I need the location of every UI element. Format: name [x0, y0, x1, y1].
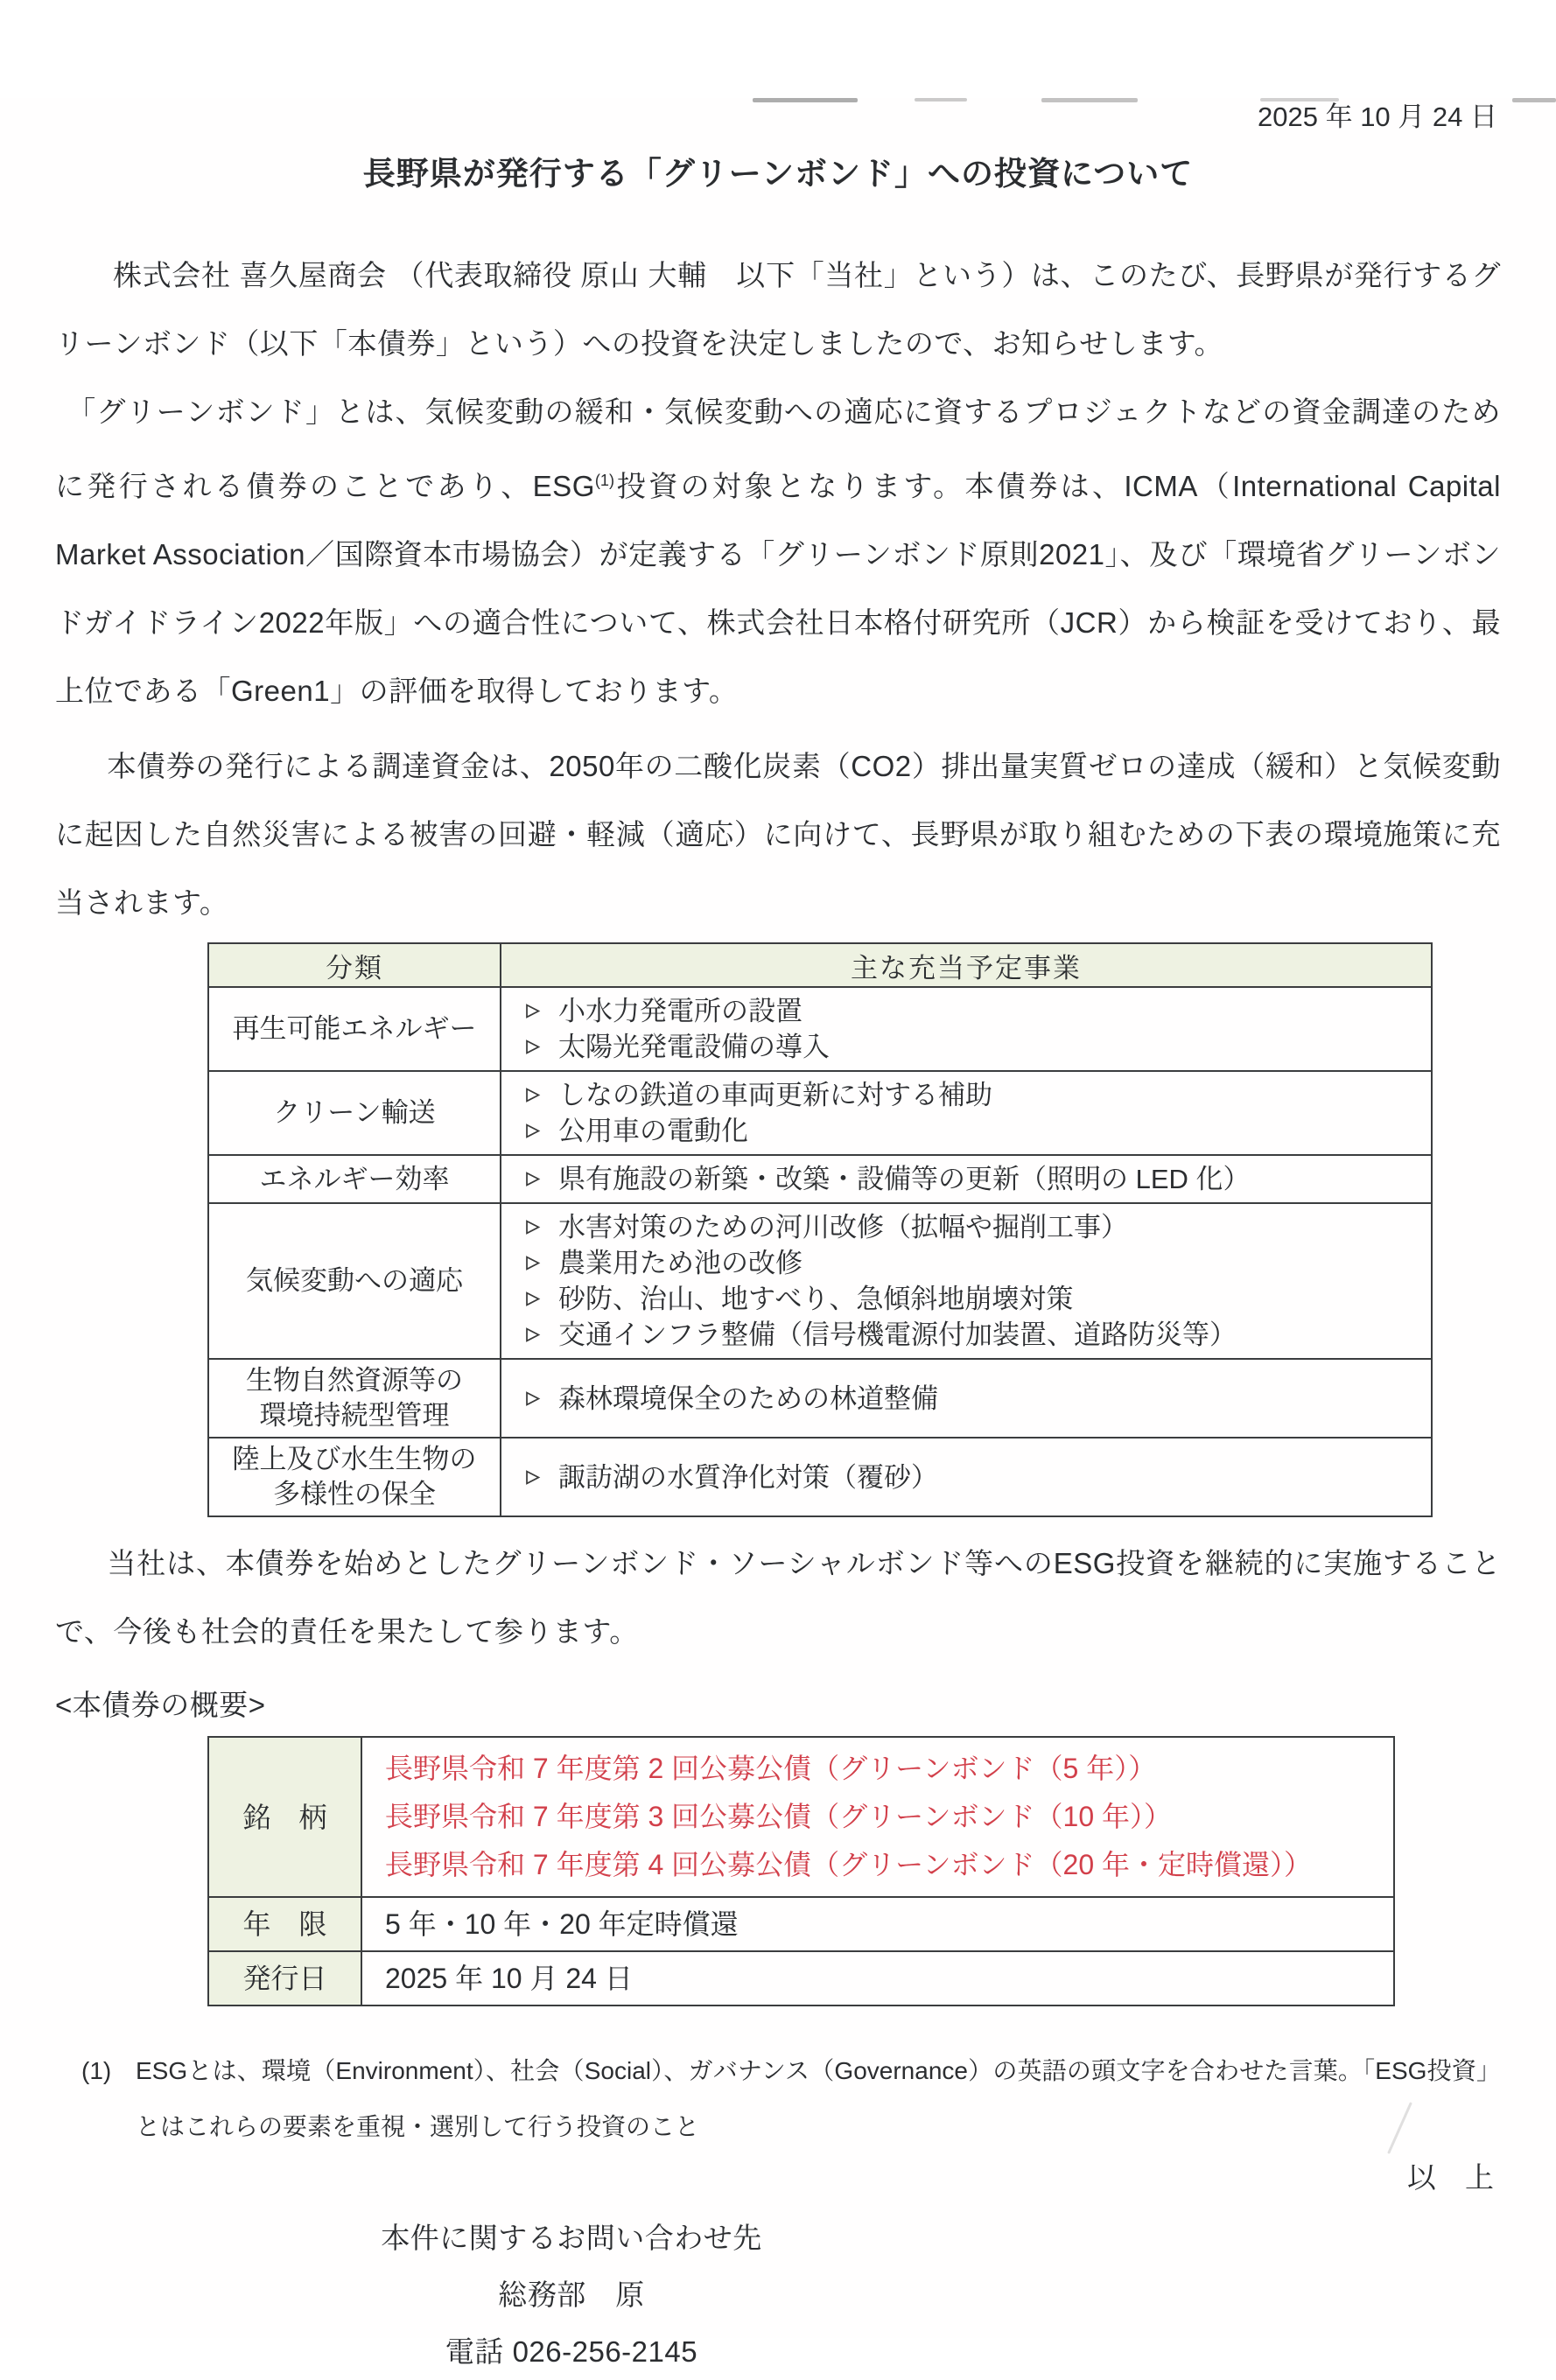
bond-name-cell: [361, 1737, 1394, 1897]
arrowhead-bullet-icon: [524, 1326, 541, 1343]
allocation-table: [207, 942, 1433, 1517]
footnote-text: ESGとは、環境（Environment）、社会（Social）、ガバナンス（Governance）の英語の頭文字を合わせた言葉。「ESG投資」とはこれらの要素を重視・選別して行う投資のこと: [136, 2057, 1501, 2140]
project-item-label: 農業用ため池の改修: [558, 1248, 803, 1278]
project-item-label: 砂防、治山、地すべり、急傾斜地崩壊対策: [558, 1284, 1074, 1314]
scan-artifact: [1512, 98, 1556, 102]
project-item-label: 小水力発電所の設置: [558, 996, 803, 1026]
arrowhead-bullet-icon: [524, 1171, 541, 1187]
footnote: [55, 2043, 1501, 2155]
projects-cell: [501, 987, 1432, 1071]
paragraph-text: 投資の対象となります。本債券は、ICMA（International Capital Market Association／国際資本市場協会）が定義する「グリーンボンド原則2021」、及び「環境省グリーンボンドガイドライン2022年版」への適合性について、株式会社日本格付研究所（JCR）から検証を受けており、最上位である「Green1」の評価を取得しております。: [55, 470, 1501, 707]
project-item: [524, 1113, 1422, 1149]
arrowhead-bullet-icon: [524, 1039, 541, 1055]
table-row: [208, 987, 1432, 1071]
press-release-page: [0, 98, 1556, 2368]
projects-cell: [501, 1438, 1432, 1516]
project-item-label: 太陽光発電設備の導入: [558, 1032, 830, 1062]
bond-name-line: 長野県令和 7 年度第 4 回公募公債（グリーンボンド（20 年・定時償還））: [385, 1849, 1313, 1880]
bond-name-label: 銘 柄: [208, 1737, 361, 1897]
project-item-label: 公用車の電動化: [558, 1116, 748, 1146]
table-row: [208, 1438, 1432, 1516]
category-cell: 気候変動への適応: [208, 1203, 501, 1359]
footnote-reference: (1): [594, 472, 615, 489]
project-item-label: 県有施設の新築・改築・設備等の更新（照明の LED 化）: [558, 1164, 1251, 1194]
document-date: 2025 年 10 月 24 日: [1258, 102, 1497, 132]
footnote-marker: (1): [81, 2057, 112, 2084]
project-item-label: しなの鉄道の車両更新に対する補助: [558, 1080, 992, 1110]
paragraph-greenbond-definition: [55, 378, 1501, 725]
arrowhead-bullet-icon: [524, 1123, 541, 1139]
projects-cell: [501, 1203, 1432, 1359]
project-item: [524, 993, 1422, 1029]
contact-block: [55, 2209, 1088, 2380]
contact-phone: 電話 026-256-2145: [445, 2335, 698, 2368]
project-item: [524, 1077, 1422, 1113]
category-cell: エネルギー効率: [208, 1155, 501, 1203]
issue-date-label: 発行日: [208, 1951, 361, 2006]
table-row: [208, 1155, 1432, 1203]
table-row: [208, 1951, 1394, 2006]
project-item: [524, 1381, 1422, 1417]
category-cell: クリーン輸送: [208, 1071, 501, 1155]
table-row: [208, 1897, 1394, 1951]
bond-name-line: 長野県令和 7 年度第 2 回公募公債（グリーンボンド（5 年））: [385, 1753, 1157, 1784]
arrowhead-bullet-icon: [524, 1390, 541, 1407]
contact-heading: 本件に関するお問い合わせ先: [381, 2222, 762, 2254]
paragraph-esg-commitment: 当社は、本債券を始めとしたグリーンボンド・ソーシャルボンド等へのESG投資を継続的に実施することで、今後も社会的責任を果たして参ります。: [55, 1547, 1501, 1648]
contact-department: 総務部 原: [498, 2278, 645, 2311]
header-category: 分類: [208, 943, 501, 987]
project-item: [524, 1209, 1422, 1245]
project-item: [524, 1460, 1422, 1495]
category-cell: 再生可能エネルギー: [208, 987, 501, 1071]
project-item: [524, 1245, 1422, 1281]
arrowhead-bullet-icon: [524, 1003, 541, 1019]
arrowhead-bullet-icon: [524, 1219, 541, 1236]
projects-cell: [501, 1071, 1432, 1155]
table-header-row: [208, 943, 1432, 987]
project-item: [524, 1281, 1422, 1317]
closing-mark: 以 上: [1407, 2161, 1494, 2194]
arrowhead-bullet-icon: [524, 1291, 541, 1307]
paragraph-text: 「グリーンボンド」とは、気候変動の緩和・気候変動への適応に資するプロジェクトなどの資金調達のために発行される債券のことであり、ESG: [55, 396, 1501, 502]
project-item: [524, 1161, 1422, 1197]
projects-cell: [501, 1359, 1432, 1438]
project-item: [524, 1029, 1422, 1065]
arrowhead-bullet-icon: [524, 1469, 541, 1486]
project-item-label: 交通インフラ整備（信号機電源付加装置、道路防災等）: [558, 1320, 1237, 1350]
maturity-label: 年 限: [208, 1897, 361, 1951]
arrowhead-bullet-icon: [524, 1255, 541, 1271]
project-item-label: 水害対策のための河川改修（拡幅や掘削工事）: [558, 1212, 1128, 1242]
maturity-value: 5 年・10 年・20 年定時償還: [361, 1897, 1394, 1951]
bond-overview-table: [207, 1736, 1395, 2006]
project-item: [524, 1317, 1422, 1353]
bond-name-line: 長野県令和 7 年度第 3 回公募公債（グリーンボンド（10 年））: [385, 1801, 1173, 1832]
table-row: [208, 1737, 1394, 1897]
paragraph-use-of-proceeds: 本債券の発行による調達資金は、2050年の二酸化炭素（CO2）排出量実質ゼロの達成（緩和）と気候変動に起因した自然災害による被害の回避・軽減（適応）に向けて、長野県が取り組むための下表の環境施策に充当されます。: [55, 750, 1501, 919]
projects-cell: [501, 1155, 1432, 1203]
table-row: [208, 1203, 1432, 1359]
paragraph-announcement: 株式会社 喜久屋商会 （代表取締役 原山 大輔 以下「当社」という）は、このたび、長野県が発行するグリーンボンド（以下「本債券」という）への投資を決定しましたので、お知らせします。: [55, 259, 1501, 360]
arrowhead-bullet-icon: [524, 1087, 541, 1103]
issue-date-value: 2025 年 10 月 24 日: [361, 1951, 1394, 2006]
bond-overview-heading: <本債券の概要>: [55, 1689, 266, 1721]
project-item-label: 森林環境保全のための林道整備: [558, 1382, 938, 1414]
table-row: [208, 1071, 1432, 1155]
category-cell: 生物自然資源等の 環境持続型管理: [208, 1359, 501, 1438]
category-cell: 陸上及び水生生物の 多様性の保全: [208, 1438, 501, 1516]
document-title: 長野県が発行する「グリーンボンド」への投資について: [362, 156, 1194, 192]
table-row: [208, 1359, 1432, 1438]
project-item-label: 諏訪湖の水質浄化対策（覆砂）: [558, 1461, 938, 1493]
header-projects: 主な充当予定事業: [501, 943, 1432, 987]
